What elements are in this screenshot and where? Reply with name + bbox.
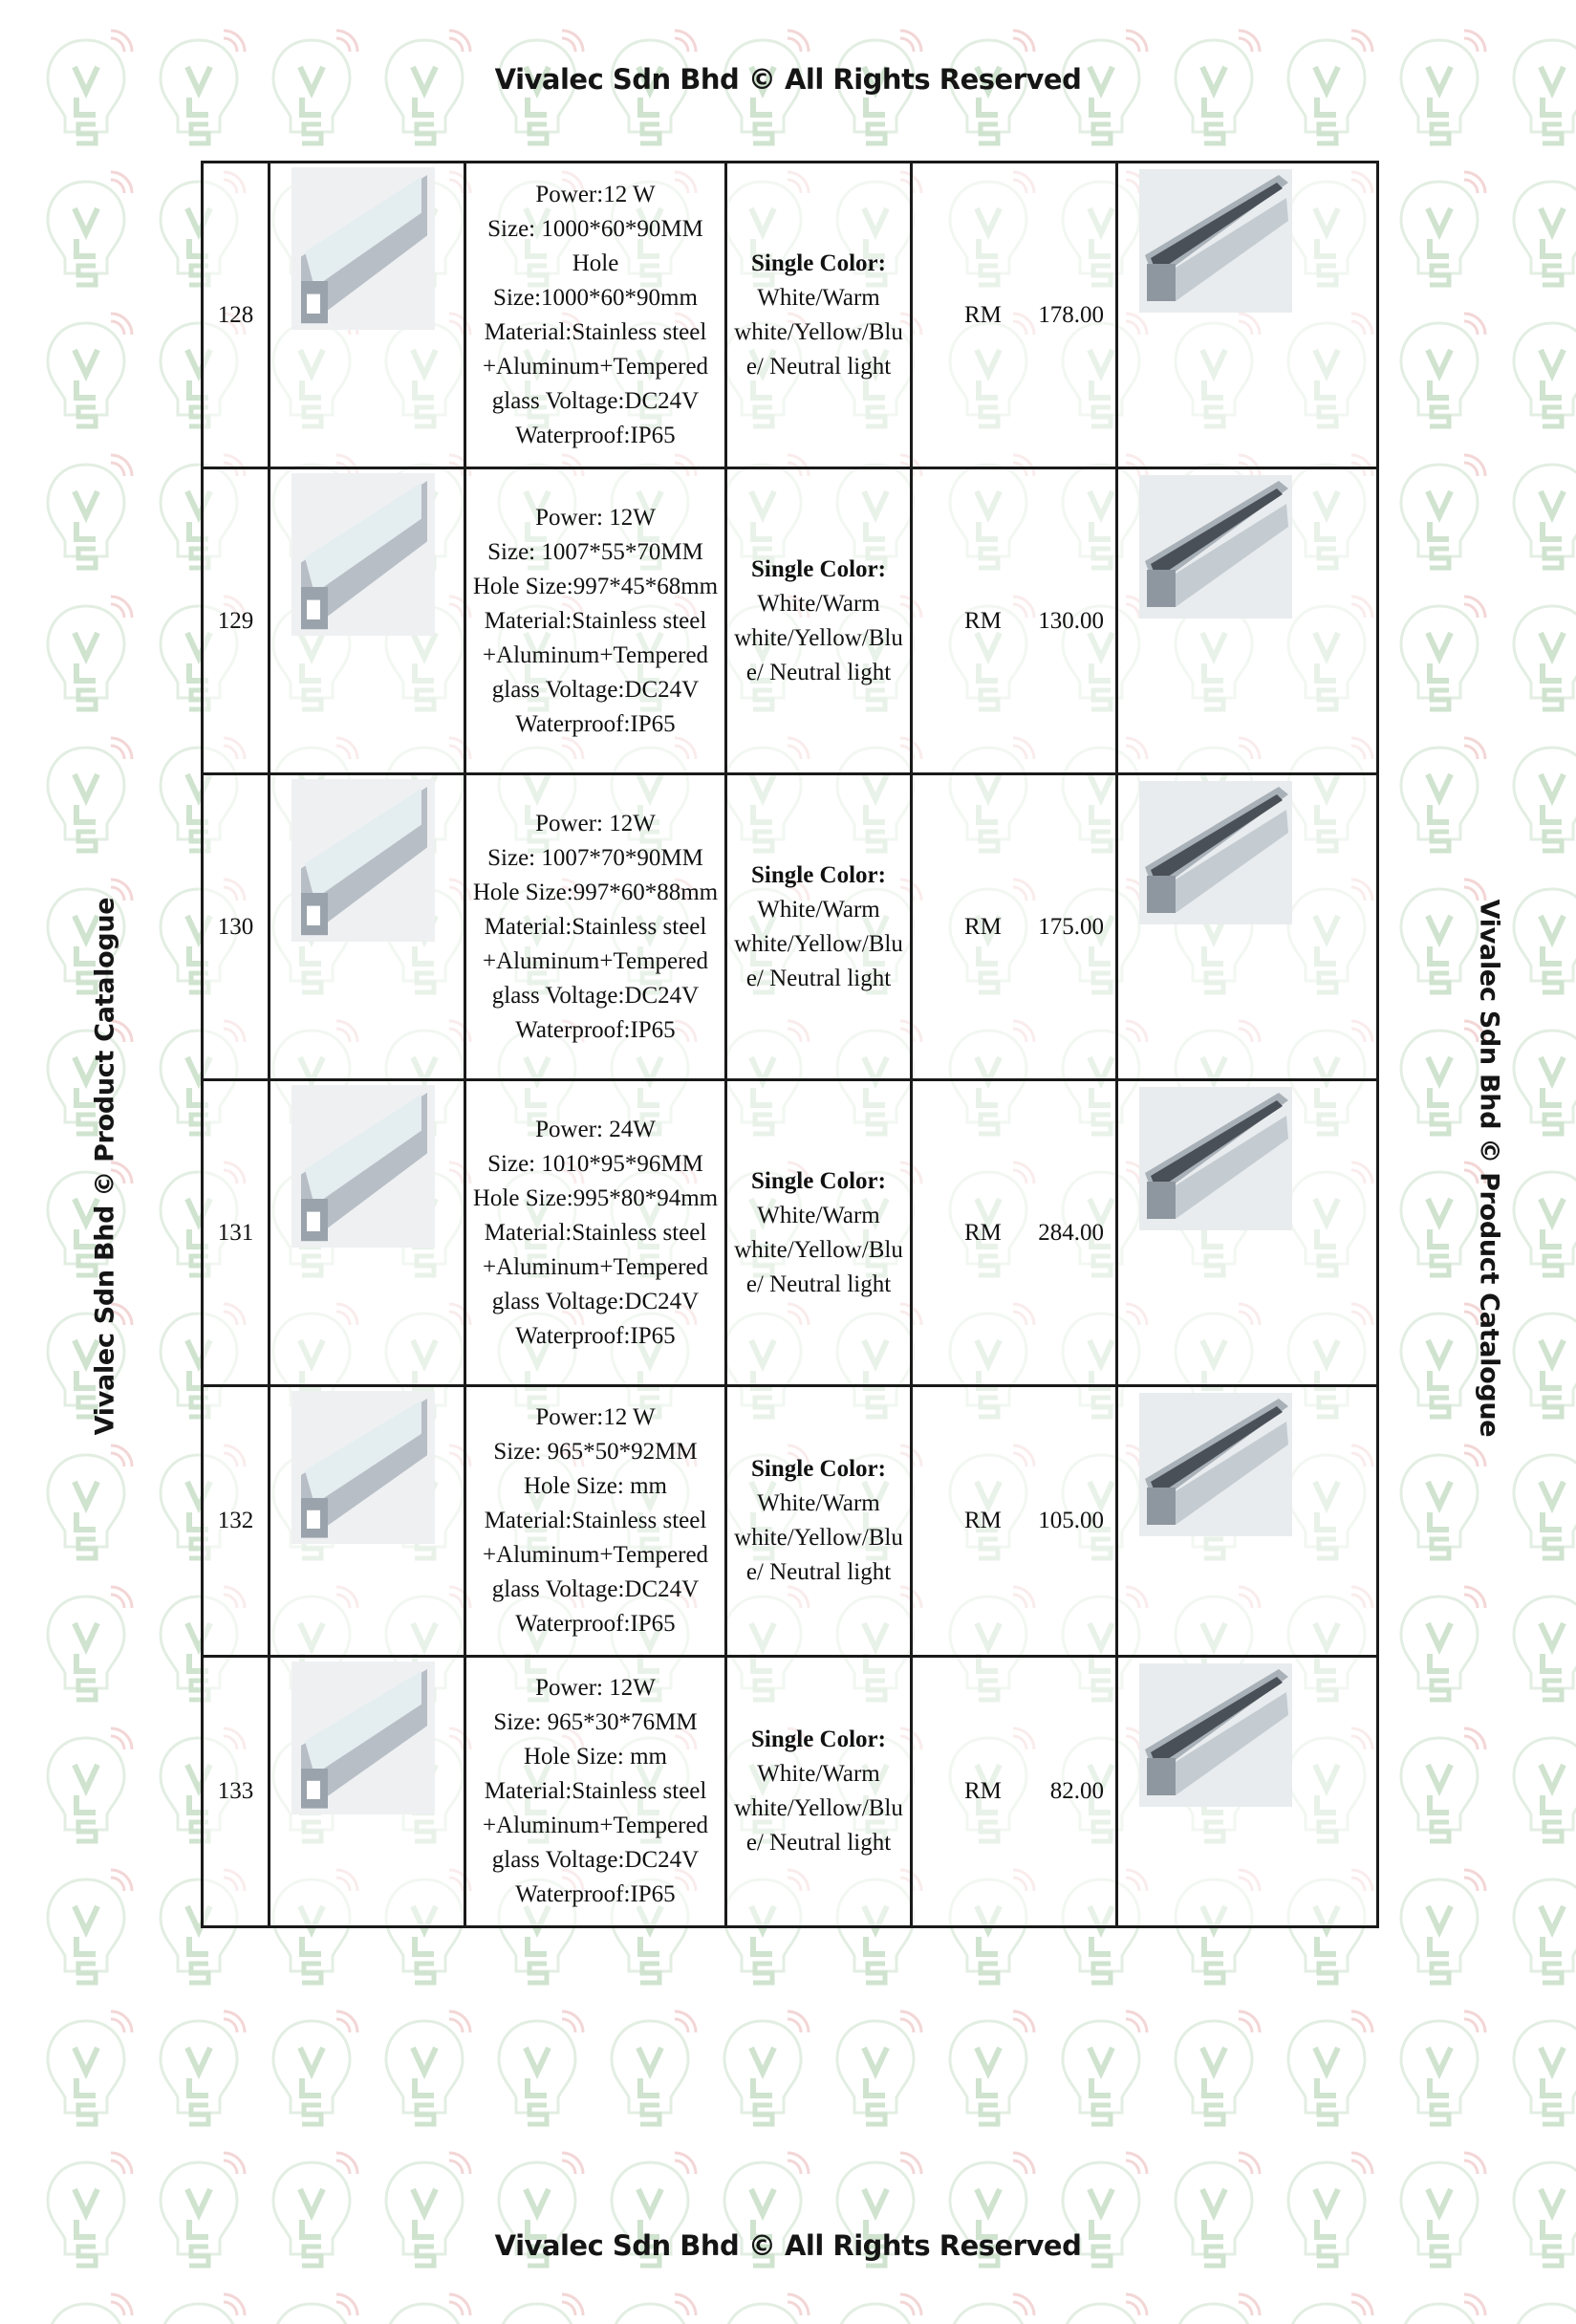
- watermark-bulb-icon: [1401, 1587, 1485, 1700]
- watermark-bulb-icon: [1401, 1162, 1485, 1275]
- product-number: 128: [203, 163, 270, 468]
- color-line: e/ Neutral light: [745, 353, 892, 380]
- watermark-bulb-icon: [1401, 1870, 1485, 1983]
- spec-line: Material:Stainless steel: [484, 1778, 707, 1804]
- color-line: e/ Neutral light: [745, 1271, 892, 1297]
- watermark-bulb-icon: [1514, 1587, 1576, 1700]
- linear-inground-light-icon: [291, 1391, 435, 1544]
- color-line: white/Yellow/Blu: [734, 1795, 903, 1821]
- watermark-bulb-icon: [273, 2294, 357, 2324]
- watermark-bulb-icon: [48, 1728, 132, 1841]
- currency-label: RM: [964, 607, 1002, 634]
- led-strip-product-photo-icon: [1139, 1663, 1292, 1807]
- spec-line: Waterproof:IP65: [515, 1881, 676, 1907]
- color-options: [726, 1657, 912, 1927]
- product-specs: [465, 163, 726, 468]
- product-image-cell: [270, 1657, 465, 1927]
- watermark-bulb-icon: [48, 172, 132, 285]
- currency-label: RM: [964, 913, 1002, 940]
- color-title: Single Color:: [751, 1727, 886, 1752]
- watermark-bulb-icon: [1514, 2011, 1576, 2124]
- color-line: white/Yellow/Blu: [734, 1236, 903, 1263]
- watermark-bulb-icon: [48, 455, 132, 568]
- spec-line: +Aluminum+Tempered: [482, 353, 709, 380]
- spec-line: Material:Stainless steel: [484, 1508, 707, 1533]
- product-image-cell: [270, 1386, 465, 1657]
- side-caption-right: Vivalec Sdn Bhd © Product Catalogue: [1474, 899, 1504, 1438]
- color-title: Single Color:: [751, 861, 886, 888]
- watermark-bulb-icon: [1514, 1021, 1576, 1134]
- product-photo-cell: [1117, 774, 1378, 1080]
- spec-line: Waterproof:IP65: [515, 1322, 676, 1349]
- color-line: White/Warm: [757, 590, 880, 617]
- watermark-bulb-icon: [1401, 1728, 1485, 1841]
- color-line: e/ Neutral light: [745, 659, 892, 685]
- watermark-bulb-icon: [48, 314, 132, 426]
- watermark-bulb-icon: [1288, 2011, 1372, 2124]
- color-title: Single Color:: [751, 1456, 886, 1482]
- color-line: white/Yellow/Blu: [734, 930, 903, 957]
- price-cell: [912, 468, 1117, 774]
- spec-line: glass Voltage:DC24V: [491, 982, 700, 1009]
- watermark-bulb-icon: [1514, 314, 1576, 426]
- product-number: 131: [203, 1080, 270, 1386]
- product-image-cell: [270, 163, 465, 468]
- price-value: 130.00: [1038, 607, 1104, 634]
- spec-line: Power: 12W: [535, 810, 656, 836]
- currency-label: RM: [964, 1219, 1002, 1246]
- side-caption-left: Vivalec Sdn Bhd © Product Catalogue: [90, 897, 120, 1436]
- product-photo-cell: [1117, 1657, 1378, 1927]
- spec-line: Hole Size:995*80*94mm: [472, 1184, 719, 1211]
- color-line: white/Yellow/Blu: [734, 1525, 903, 1551]
- price-cell: [912, 163, 1117, 468]
- spec-line: glass Voltage:DC24V: [491, 1847, 700, 1873]
- spec-line: Power:12 W: [535, 181, 656, 207]
- table-row: [203, 468, 1378, 774]
- spec-line: Material:Stainless steel: [484, 318, 707, 345]
- currency-label: RM: [964, 1778, 1002, 1804]
- watermark-bulb-icon: [161, 2011, 245, 2124]
- page-footer: Vivalec Sdn Bhd © All Rights Reserved: [494, 2229, 1082, 2262]
- product-number: 133: [203, 1657, 270, 1927]
- watermark-bulb-icon: [1514, 172, 1576, 285]
- led-strip-product-photo-icon: [1139, 1393, 1292, 1536]
- price-value: 178.00: [1038, 301, 1104, 328]
- product-image-cell: [270, 468, 465, 774]
- watermark-bulb-icon: [1401, 597, 1485, 709]
- watermark-bulb-icon: [1401, 2011, 1485, 2124]
- color-line: e/ Neutral light: [745, 1830, 892, 1856]
- watermark-bulb-icon: [48, 2294, 132, 2324]
- product-specs: [465, 468, 726, 774]
- spec-line: Size: 1007*70*90MM: [487, 844, 703, 871]
- spec-line: Size: 1000*60*90MM: [487, 215, 703, 242]
- watermark-bulb-icon: [1401, 455, 1485, 568]
- color-options: [726, 774, 912, 1080]
- watermark-bulb-icon: [48, 1445, 132, 1558]
- watermark-bulb-icon: [48, 2011, 132, 2124]
- watermark-bulb-icon: [1514, 597, 1576, 709]
- product-photo-cell: [1117, 1080, 1378, 1386]
- color-line: e/ Neutral light: [745, 965, 892, 991]
- table-row: [203, 774, 1378, 1080]
- watermark-bulb-icon: [837, 2294, 921, 2324]
- watermark-bulb-icon: [1514, 1870, 1576, 1983]
- watermark-bulb-icon: [1401, 172, 1485, 285]
- color-title: Single Color:: [751, 555, 886, 582]
- product-specs: [465, 1080, 726, 1386]
- price-value: 105.00: [1038, 1508, 1104, 1533]
- watermark-bulb-icon: [1176, 2011, 1260, 2124]
- watermark-bulb-icon: [1401, 2294, 1485, 2324]
- product-specs: [465, 774, 726, 1080]
- spec-line: glass Voltage:DC24V: [491, 1288, 700, 1314]
- table-row: [203, 1080, 1378, 1386]
- watermark-bulb-icon: [386, 2011, 470, 2124]
- spec-line: Power:12 W: [535, 1404, 656, 1430]
- spec-line: Hole Size:997*45*68mm: [472, 573, 719, 599]
- led-strip-product-photo-icon: [1139, 781, 1292, 924]
- led-strip-product-photo-icon: [1139, 169, 1292, 313]
- watermark-bulb-icon: [1401, 314, 1485, 426]
- watermark-bulb-icon: [1401, 1445, 1485, 1558]
- color-line: e/ Neutral light: [745, 1559, 892, 1585]
- price-cell: [912, 1386, 1117, 1657]
- product-photo-cell: [1117, 1386, 1378, 1657]
- table-row: [203, 163, 1378, 468]
- color-line: White/Warm: [757, 896, 880, 923]
- watermark-bulb-icon: [612, 2294, 696, 2324]
- led-strip-product-photo-icon: [1139, 1087, 1292, 1230]
- spec-line: Waterproof:IP65: [515, 1611, 676, 1637]
- spec-line: +Aluminum+Tempered: [482, 947, 709, 974]
- watermark-bulb-icon: [1176, 2294, 1260, 2324]
- linear-inground-light-icon: [291, 1085, 435, 1248]
- watermark-bulb-icon: [1401, 738, 1485, 851]
- watermark-bulb-icon: [499, 2294, 583, 2324]
- product-number: 132: [203, 1386, 270, 1657]
- spec-line: +Aluminum+Tempered: [482, 1542, 709, 1568]
- price-cell: [912, 1657, 1117, 1927]
- color-options: [726, 1080, 912, 1386]
- color-line: white/Yellow/Blu: [734, 624, 903, 651]
- price-value: 82.00: [1049, 1778, 1104, 1804]
- color-title: Single Color:: [751, 250, 886, 276]
- spec-line: Hole Size: mm: [524, 1744, 667, 1770]
- watermark-bulb-icon: [837, 2011, 921, 2124]
- watermark-bulb-icon: [1514, 2294, 1576, 2324]
- spec-line: Size: 965*50*92MM: [493, 1439, 698, 1465]
- spec-line: +Aluminum+Tempered: [482, 641, 709, 668]
- table-row: [203, 1386, 1378, 1657]
- color-title: Single Color:: [751, 1167, 886, 1194]
- spec-line: Hole Size:997*60*88mm: [472, 879, 719, 905]
- linear-inground-light-icon: [291, 779, 435, 942]
- watermark-bulb-icon: [724, 2294, 809, 2324]
- spec-line: Waterproof:IP65: [515, 422, 676, 448]
- linear-inground-light-icon: [291, 1662, 435, 1814]
- spec-line: +Aluminum+Tempered: [482, 1253, 709, 1280]
- watermark-bulb-icon: [612, 2011, 696, 2124]
- watermark-bulb-icon: [1288, 2294, 1372, 2324]
- color-line: white/Yellow/Blu: [734, 318, 903, 345]
- spec-line: Waterproof:IP65: [515, 710, 676, 737]
- watermark-bulb-icon: [499, 2011, 583, 2124]
- price-cell: [912, 1080, 1117, 1386]
- spec-line: Power: 12W: [535, 1675, 656, 1701]
- spec-line: Waterproof:IP65: [515, 1016, 676, 1043]
- spec-line: Size: 965*30*76MM: [493, 1709, 698, 1735]
- spec-line: Hole: [572, 250, 619, 276]
- watermark-bulb-icon: [1401, 1304, 1485, 1417]
- color-options: [726, 468, 912, 774]
- spec-line: Size: 1007*55*70MM: [487, 538, 703, 565]
- product-specs: [465, 1386, 726, 1657]
- watermark-bulb-icon: [48, 1587, 132, 1700]
- watermark-bulb-icon: [1514, 1728, 1576, 1841]
- product-image-cell: [270, 1080, 465, 1386]
- watermark-bulb-icon: [1514, 738, 1576, 851]
- spec-line: glass Voltage:DC24V: [491, 676, 700, 703]
- watermark-bulb-icon: [161, 2294, 245, 2324]
- watermark-bulb-icon: [48, 597, 132, 709]
- color-line: White/Warm: [757, 1202, 880, 1228]
- watermark-bulb-icon: [1514, 880, 1576, 992]
- product-image-cell: [270, 774, 465, 1080]
- led-strip-product-photo-icon: [1139, 475, 1292, 619]
- watermark-bulb-icon: [1401, 880, 1485, 992]
- watermark-bulb-icon: [48, 1870, 132, 1983]
- color-options: [726, 163, 912, 468]
- price-cell: [912, 774, 1117, 1080]
- linear-inground-light-icon: [291, 473, 435, 636]
- watermark-bulb-icon: [386, 2294, 470, 2324]
- table-row: [203, 1657, 1378, 1927]
- watermark-bulb-icon: [273, 2011, 357, 2124]
- spec-line: Size: 1010*95*96MM: [487, 1150, 703, 1177]
- price-value: 175.00: [1038, 913, 1104, 940]
- product-photo-cell: [1117, 163, 1378, 468]
- color-options: [726, 1386, 912, 1657]
- currency-label: RM: [964, 1508, 1002, 1533]
- watermark-bulb-icon: [1063, 2294, 1147, 2324]
- spec-line: Material:Stainless steel: [484, 607, 707, 634]
- spec-line: glass Voltage:DC24V: [491, 1576, 700, 1602]
- watermark-bulb-icon: [1514, 1445, 1576, 1558]
- watermark-bulb-icon: [48, 738, 132, 851]
- spec-line: Material:Stainless steel: [484, 1219, 707, 1246]
- product-table: [201, 161, 1379, 1928]
- color-line: White/Warm: [757, 1490, 880, 1516]
- product-specs: [465, 1657, 726, 1927]
- watermark-bulb-icon: [1063, 2011, 1147, 2124]
- color-line: White/Warm: [757, 284, 880, 311]
- spec-line: Material:Stainless steel: [484, 913, 707, 940]
- watermark-bulb-icon: [1514, 1162, 1576, 1275]
- product-photo-cell: [1117, 468, 1378, 774]
- color-line: White/Warm: [757, 1761, 880, 1787]
- watermark-bulb-icon: [1514, 1304, 1576, 1417]
- currency-label: RM: [964, 301, 1002, 328]
- linear-inground-light-icon: [291, 167, 435, 330]
- page-header: Vivalec Sdn Bhd © All Rights Reserved: [494, 63, 1082, 96]
- spec-line: Hole Size: mm: [524, 1473, 667, 1499]
- product-number: 130: [203, 774, 270, 1080]
- watermark-bulb-icon: [724, 2011, 809, 2124]
- watermark-bulb-icon: [1401, 1021, 1485, 1134]
- spec-line: Size:1000*60*90mm: [493, 284, 698, 311]
- watermark-bulb-icon: [1514, 455, 1576, 568]
- spec-line: Power: 12W: [535, 504, 656, 531]
- watermark-bulb-icon: [950, 2294, 1034, 2324]
- spec-line: Power: 24W: [535, 1116, 656, 1142]
- price-value: 284.00: [1038, 1219, 1104, 1246]
- spec-line: glass Voltage:DC24V: [491, 387, 700, 414]
- watermark-bulb-icon: [950, 2011, 1034, 2124]
- product-number: 129: [203, 468, 270, 774]
- spec-line: +Aluminum+Tempered: [482, 1813, 709, 1838]
